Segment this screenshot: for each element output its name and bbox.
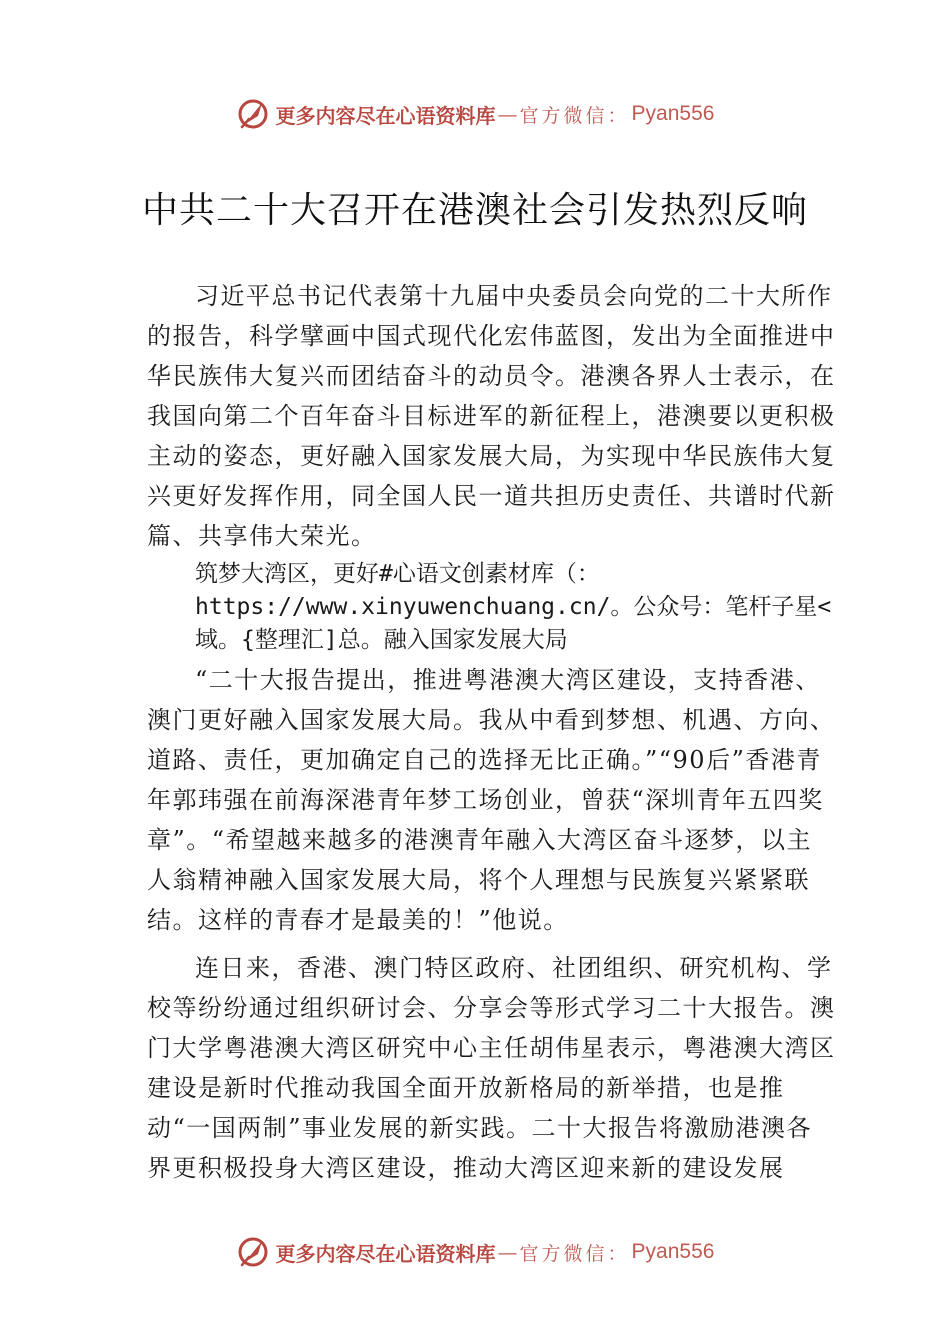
paragraph-quote: “二十大报告提出，推进粤港澳大湾区建设，支持香港、澳门更好融入国家发展大局。我从中看到梦想、机遇、方向、道路、责任，更加确定自己的选择无比正确。”“90后”香港青年郭玮强在前海深港青年梦工场创业，曾获“深圳青年五四奖章”。“希望越来越多的港澳青年融入大湾区奋斗逐梦，以主人翁精神融入国家发展大局，将个人理想与民族复兴紧紧联结。这样的青春才是最美的！”他说。 [147,666,836,934]
banner-brand-text: 更多内容尽在心语资料库 [275,103,496,128]
banner-wechat-label: 官方微信： [519,104,630,127]
banner-wechat-label: 官方微信： [519,1242,630,1265]
paragraph-subheading: 筑梦大湾区，更好#心语文创素材库（：https://www.xinyuwenchuang.cn/。公众号：笔杆子星<域。{整理汇]总。融入国家发展大局 [195,561,832,653]
paragraph-intro: 习近平总书记代表第十九届中央委员会向党的二十大所作的报告，科学擘画中国式现代化宏伟蓝图，发出为全面推进中华民族伟大复兴而团结奋斗的动员令。港澳各界人士表示，在我国向第二个百年奋斗目标进军的新征程上，港澳要以更积极主动的姿态，更好融入国家发展大局，为实现中华民族伟大复兴更好发挥作用，同全国人民一道共担历史责任、共谱时代新篇、共享伟大荣光。 [147,282,836,550]
banner-wechat-id: Pyan556 [631,102,715,125]
banner-separator: — [497,1240,518,1264]
document-title: 中共二十大召开在港澳社会引发热烈反响 [141,190,808,231]
header-watermark-banner [0,94,950,134]
quill-pen-logo-icon [236,1235,270,1269]
quill-pen-logo-icon [236,97,270,131]
paragraph-macau: 连日来，香港、澳门特区政府、社团组织、研究机构、学校等纷纷通过组织研讨会、分享会等形式学习二十大报告。澳门大学粤港澳大湾区研究中心主任胡伟星表示，粤港澳大湾区建设是新时代推动我国全面开放新格局的新举措，也是推动“一国两制”事业发展的新实践。二十大报告将激励港澳各界更积极投身大湾区建设，推动大湾区迎来新的建设发展 [147,954,836,1182]
banner-wechat-id: Pyan556 [631,1240,715,1263]
footer-watermark-banner [0,1232,950,1272]
banner-brand-text: 更多内容尽在心语资料库 [275,1241,496,1266]
banner-separator: — [497,102,518,126]
